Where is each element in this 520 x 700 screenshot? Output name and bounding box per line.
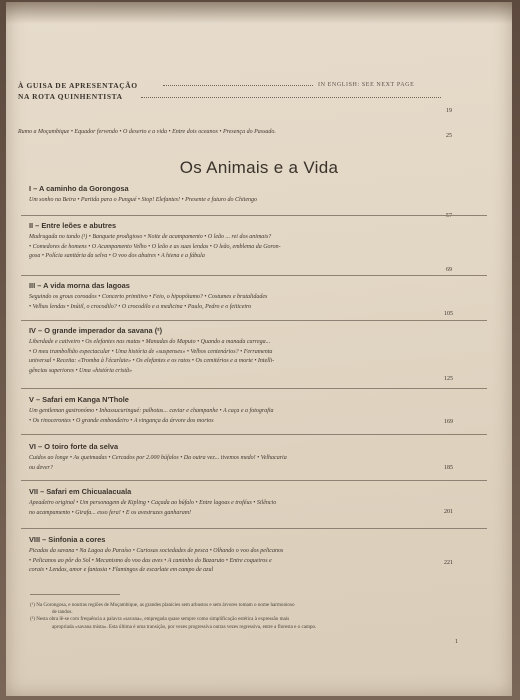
page-number: 185	[444, 465, 453, 471]
chapter-3	[29, 281, 474, 312]
summary-line: Madrugada no tando (¹) • Banquete prodigioso • Noite de acampamento • O leão ... rei dos animais?	[29, 234, 272, 240]
divider	[21, 528, 487, 529]
summary-line: • Pelicanos ao pôr do Sol • Mecanismo do voo das aves • A caminho do Bazaruto • Entre coqueiros e	[29, 557, 272, 564]
page-number: 169	[444, 419, 453, 425]
chapter-title: VIII – Sinfonia a cores	[29, 535, 106, 544]
summary-line: Liberdade e cativeiro • Os elefantes nas matas • Manadas do Maputo • Quando a manada carrega...	[29, 339, 271, 345]
summary-line: • Os rinocerontes • O grande embondeiro • A vingança da árvore dos mortos	[29, 417, 214, 424]
summary-line: Picadas da savana • Na Lagoa do Paraíso • Curiosas sociedades de pesca • Olhando o voo dos pelicanos	[29, 548, 284, 554]
chapter-summary	[29, 547, 474, 576]
chapter-6	[29, 442, 474, 473]
chapter-title: VII – Safari em Chicualacuala	[29, 487, 132, 496]
chapter-title: IV – O grande imperador da savana (²)	[29, 326, 163, 335]
page-number: 57	[446, 213, 452, 219]
chapter-summary	[29, 233, 474, 262]
footnote-line: (²) Nesta obra lê-se com frequência a palavra «savana», empregada quase sempre como simplificação estética à expressão mais	[30, 616, 290, 623]
summary-line: Apeadeiro original • Um personagem de Kipling • Caçada ao búfalo • Entre lagoas e troféus • Silêncio	[29, 500, 277, 506]
chapter-title: II – Entre leões e abutres	[29, 221, 117, 230]
folio-number: 1	[455, 639, 458, 645]
page-number: 19	[446, 108, 452, 114]
summary-line: ou dever?	[29, 464, 53, 471]
summary-line: no acampamento • Girafa... esso fera! • E os avestruzes ganharam!	[29, 509, 192, 516]
page-number: 221	[444, 560, 453, 566]
summary-line: Seguindo os grous coroados • Concerto primitivo • Feio, o hipopótamo? • Costumes e brutalidades	[29, 294, 268, 300]
chapter-summary	[29, 196, 474, 206]
footnotes	[30, 602, 460, 631]
chapter-summary	[29, 407, 474, 426]
chapter-summary	[29, 499, 474, 518]
divider	[21, 480, 487, 481]
chapter-title: V – Safari em Kanga N'Thole	[29, 395, 129, 404]
summary-line: corais • Lendas, amor e fantasia • Flamingos de escarlate em campo de azul	[29, 567, 214, 574]
chapter-8	[29, 535, 474, 576]
page-number: 105	[444, 311, 453, 317]
english-note: IN ENGLISH: SEE NEXT PAGE	[318, 82, 415, 88]
chapter-summary	[29, 293, 474, 312]
chapter-2	[29, 221, 474, 262]
summary-line: • O meu trambolhão espectacular • Uma história de «suspenses» • Velhos centenários? • Ferramenta	[29, 348, 273, 355]
summary-line: • Comedores de homens • O Acampamento Velho • O leão e as suas lendas • O leão, emblema da Goron-	[29, 243, 281, 250]
section-title: Os Animais e a Vida	[179, 158, 339, 177]
summary-line: • Velhas lendas • Inútil, o crocodilo? • O crocodilo e a medicina • Paulo, Pedro e o feiticeiro	[29, 303, 252, 310]
divider	[21, 320, 487, 321]
summary-line: Cuidos ao longe • As queimadas • Cercados por 2.000 búfalos • Da outra vez... tivemos medo! • Velhacaria	[29, 455, 287, 461]
summary-line: gências superiores • Uma «história cristã»	[29, 367, 133, 374]
footnote-line: de tandos.	[52, 609, 73, 616]
chapter-5	[29, 395, 474, 426]
summary-line: universal • Receita: «Tromba à l'écarlate» • Os elefantes e os ratos • Os cemitérios e a morte • Intelli-	[29, 358, 275, 365]
divider	[21, 215, 487, 216]
book-page	[6, 2, 512, 696]
chapter-title: I – A caminho da Gorongosa	[29, 184, 129, 193]
leader-dots	[141, 97, 441, 98]
divider	[21, 388, 487, 389]
intro-subtitle: Rumo a Moçambique • Equador fervendo • O deserto e a vida • Entre dois oceanos • Presença do Passado.	[18, 129, 276, 135]
summary-line: Um sonho na Beira • Partida para o Pungué • Stop! Elefantes! • Presente e futuro do Chitengo	[29, 197, 257, 203]
intro-title-2: NA ROTA QUINHENTISTA	[18, 92, 123, 101]
divider	[21, 275, 487, 276]
chapter-4	[29, 326, 474, 376]
summary-line: Um gentleman gastronómo • Inhassucuringué: palhotas... caviar e champanhe • A caça e a fotografia	[29, 408, 274, 414]
chapter-1	[29, 184, 474, 206]
chapter-summary	[29, 338, 474, 376]
page-number: 125	[444, 376, 453, 382]
footnote-rule	[30, 594, 120, 595]
page-top-shadow	[6, 2, 512, 24]
page-number: 201	[444, 509, 453, 515]
chapter-title: III – A vida morna das lagoas	[29, 281, 130, 290]
summary-line: gosa • Polícia sanitária da selva • O voo dos abutres • A hiena e a fábula	[29, 253, 205, 260]
page-number: 25	[446, 133, 452, 139]
chapter-summary	[29, 454, 474, 473]
footnote-line: (¹) Na Gorongosa, e noutras regiões de Moçambique, as grandes planícies sem arbustos e sem árvores tomam o nome harmonioso	[30, 602, 295, 608]
chapter-7	[29, 487, 474, 518]
page-number: 69	[446, 267, 452, 273]
intro-title-1: À GUISA DE APRESENTAÇÃO	[18, 81, 138, 90]
footnote-line: apropriada «savana mista». Esta última é uma transição, por vezes progressiva outras vezes regressiva, entre a floresta e o campo.	[52, 623, 317, 630]
chapter-title: VI – O toiro forte da selva	[29, 442, 119, 451]
divider	[21, 434, 487, 435]
leader-dots	[163, 85, 313, 86]
